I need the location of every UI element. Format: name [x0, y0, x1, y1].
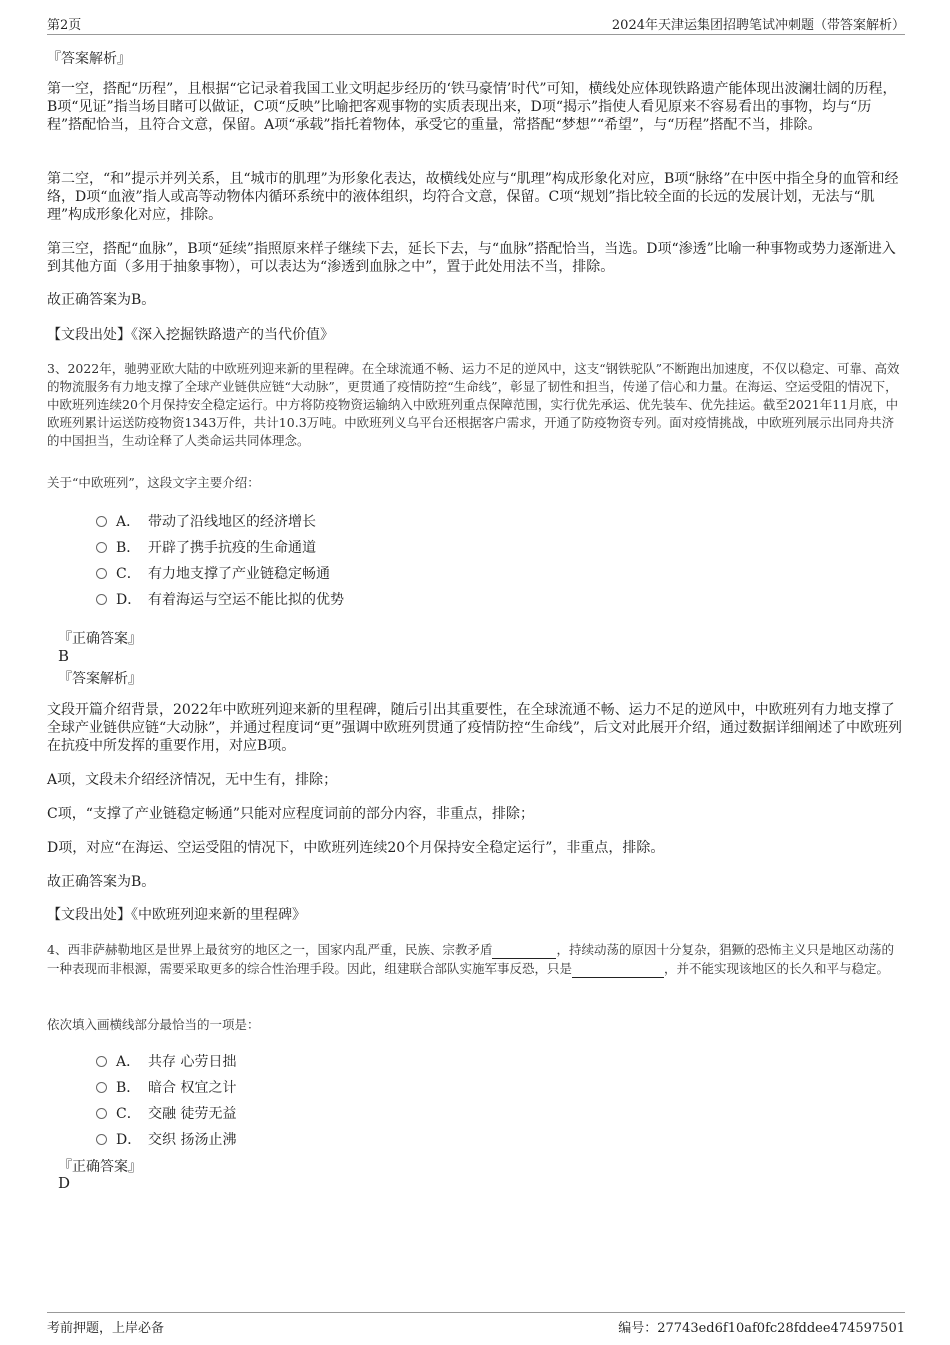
conclusion: 故正确答案为B。 [47, 292, 156, 308]
source-citation: 【文段出处】《中欧班列迎来新的里程碑》 [47, 907, 306, 923]
question-passage [47, 940, 903, 978]
page-header [47, 12, 905, 35]
passage-part: 4、西非萨赫勒地区是世界上最贫穷的地区之一，国家内乱严重，民族、宗教矛盾 [47, 942, 493, 957]
analysis-paragraph: 第三空，搭配“血脉”，B项“延续”指照原来样子继续下去，延长下去，与“血脉”搭配恰当，当选。D项“渗透”比喻一种事物或势力逐渐进入到其他方面（多用于抽象事物），可以表达为“渗透到血脉之中”，置于此处用法不当，排除。 [47, 241, 896, 275]
option-text: 带动了沿线地区的经济增长 [148, 514, 316, 530]
passage-part: ，持续动荡的原因十分复杂，猖獗的恐怖主义只是地区动荡的一种表现而非根源，需要采取更多的综合性治理手段。因此，组建联合部队实施军事反恐，只是 [47, 942, 894, 976]
option-key: B． [116, 540, 141, 556]
option-a[interactable] [96, 511, 316, 531]
option-key: D． [116, 592, 142, 608]
option-d[interactable] [96, 1129, 236, 1149]
analysis-paragraph: D项，对应“在海运、空运受阻的情况下，中欧班列连续20个月保持安全稳定运行”，非重点，排除。 [47, 840, 665, 856]
passage-part: ，并不能实现该地区的长久和平与稳定。 [664, 961, 890, 976]
option-text: 交融 徒劳无益 [148, 1106, 237, 1122]
correct-answer: B [58, 647, 70, 665]
question-stem: 关于“中欧班列”，这段文字主要介绍： [47, 475, 260, 490]
analysis-tag: 『答案解析』 [58, 671, 142, 687]
radio-icon[interactable] [96, 568, 107, 579]
radio-icon[interactable] [96, 1108, 107, 1119]
option-text: 有着海运与空运不能比拟的优势 [148, 592, 344, 608]
analysis-paragraph: 第二空，“和”提示并列关系，且“城市的肌理”为形象化表达，故横线处应与“肌理”构成形象化对应，B项“脉络”在中医中指全身的血管和经络，D项“血液”指人或高等动物体内循环系统中的液体组织，均符合文意，保留。C项“规划”指比较全面的长远的发展计划，无法与“肌理”构成形象化对应，排除。 [47, 171, 899, 223]
radio-icon[interactable] [96, 1134, 107, 1145]
page-number: 第2页 [47, 18, 82, 33]
question-stem: 依次填入画横线部分最恰当的一项是： [47, 1017, 260, 1032]
radio-icon[interactable] [96, 1056, 107, 1067]
option-a[interactable] [96, 1051, 236, 1071]
option-key: C． [116, 566, 141, 582]
option-c[interactable] [96, 563, 330, 583]
option-b[interactable] [96, 1077, 236, 1097]
fill-blank [572, 959, 664, 978]
analysis-paragraph: 文段开篇介绍背景，2022年中欧班列迎来新的里程碑，随后引出其重要性，在全球流通不畅、运力不足的逆风中，中欧班列有力地支撑了全球产业链供应链“大动脉”，并通过程度词“更”强调中欧班列贯通了疫情防控“生命线”，后文对此展开介绍，通过数据详细阐述了中欧班列在抗疫中所发挥的重要作用，对应B项。 [47, 702, 902, 754]
analysis-paragraph: C项，“支撑了产业链稳定畅通”只能对应程度词前的部分内容，非重点，排除； [47, 806, 535, 822]
option-key: D． [116, 1132, 142, 1148]
analysis-tag: 『答案解析』 [47, 51, 131, 67]
option-key: A． [116, 1054, 141, 1070]
answer-tag: 『正确答案』 [58, 1159, 142, 1175]
conclusion: 故正确答案为B。 [47, 874, 156, 890]
fill-blank [492, 940, 556, 959]
serial-number: 编号：27743ed6f10af0fc28fddee474597501 [618, 1321, 905, 1336]
option-key: B． [116, 1080, 141, 1096]
option-text: 暗合 权宜之计 [148, 1080, 237, 1096]
option-text: 交织 扬汤止沸 [148, 1132, 237, 1148]
document-title: 2024年天津运集团招聘笔试冲刺题（带答案解析） [611, 18, 905, 33]
correct-answer: D [58, 1174, 71, 1192]
footer-motto: 考前押题，上岸必备 [47, 1321, 165, 1336]
option-c[interactable] [96, 1103, 236, 1123]
source-citation: 【文段出处】《深入挖掘铁路遗产的当代价值》 [47, 327, 334, 343]
analysis-paragraph: A项，文段未介绍经济情况，无中生有，排除； [47, 772, 338, 788]
option-text: 开辟了携手抗疫的生命通道 [148, 540, 316, 556]
option-text: 共存 心劳日拙 [148, 1054, 237, 1070]
option-d[interactable] [96, 589, 344, 609]
option-key: A． [116, 514, 141, 530]
radio-icon[interactable] [96, 594, 107, 605]
radio-icon[interactable] [96, 542, 107, 553]
question-passage: 3、2022年，驰骋亚欧大陆的中欧班列迎来新的里程碑。在全球流通不畅、运力不足的逆风中，这支“钢铁驼队”不断跑出加速度，不仅以稳定、可靠、高效的物流服务有力地支撑了全球产业链供应链“大动脉”，更贯通了疫情防控“生命线”，彰显了韧性和担当，传递了信心和力量。在海运、空运受阻的情况下，中欧班列连续20个月保持安全稳定运行。中方将防疫物资运输纳入中欧班列重点保障范围，实行优先承运、优先装车、优先挂运。截至2021年11月底，中欧班列累计运送防疫物资1343万件，共计10.3万吨。中欧班列义乌平台还根据客户需求，开通了防疫物资专列。面对疫情挑战，中欧班列展示出同舟共济的中国担当，生动诠释了人类命运共同体理念。 [47, 361, 900, 448]
analysis-paragraph: 第一空，搭配“历程”，且根据“它记录着我国工业文明起步经历的‘铁马豪情’时代”可知，横线处应体现铁路遗产能体现出波澜壮阔的历程，B项“见证”指当场目睹可以做证，C项“反映”比喻把客观事物的实质表现出来，D项“揭示”指使人看见原来不容易看出的事物，均与“历程”搭配恰当，且符合文意，保留。A项“承载”指托着物体，承受它的重量，常搭配“梦想”“希望”，与“历程”搭配不当，排除。 [47, 81, 897, 133]
option-b[interactable] [96, 537, 316, 557]
option-key: C． [116, 1106, 141, 1122]
answer-tag: 『正确答案』 [58, 631, 142, 647]
radio-icon[interactable] [96, 516, 107, 527]
page-footer [47, 1312, 905, 1335]
option-text: 有力地支撑了产业链稳定畅通 [148, 566, 330, 582]
radio-icon[interactable] [96, 1082, 107, 1093]
